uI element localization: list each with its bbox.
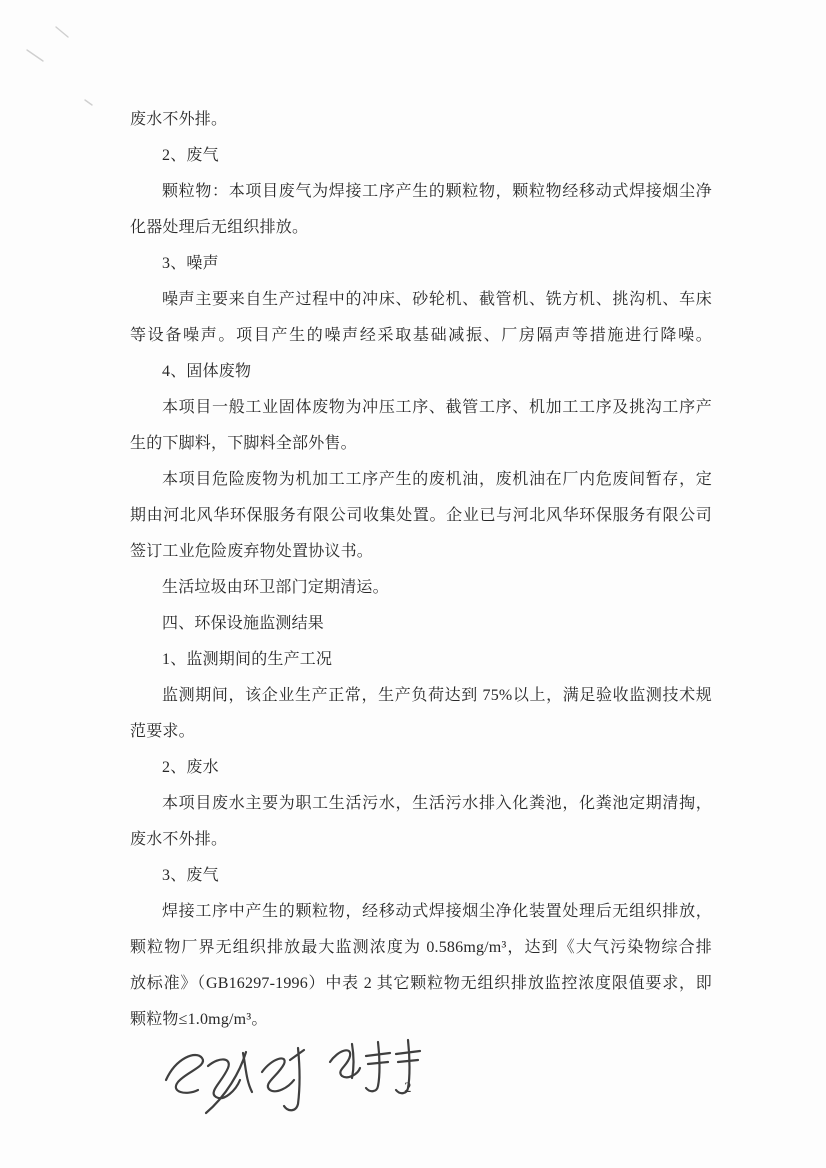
- signature-2: [262, 1048, 304, 1110]
- page-number: 2: [404, 1080, 412, 1096]
- text-line: 3、噪声: [162, 255, 219, 272]
- text-line: 等设备噪声。项目产生的噪声经采取基础减振、厂房隔声等措施进行降噪。: [130, 327, 712, 344]
- text-line: 2、废气: [162, 147, 219, 164]
- text-line: 监测期间，该企业生产正常，生产负荷达到 75%以上，满足验收监测技术规: [162, 687, 712, 704]
- text-line: 废水不外排。: [130, 111, 228, 128]
- text-line: 颗粒物：本项目废气为焊接工序产生的颗粒物，颗粒物经移动式焊接烟尘净: [162, 183, 712, 200]
- text-line: 本项目危险废物为机加工工序产生的废机油，废机油在厂内危废间暂存，定: [162, 471, 712, 488]
- text-line: 四、环保设施监测结果: [162, 615, 325, 632]
- text-line: 颗粒物厂界无组织排放最大监测浓度为 0.586mg/m³，达到《大气污染物综合排: [130, 939, 712, 956]
- document-body: [130, 102, 712, 1038]
- text-line: 本项目废水主要为职工生活污水，生活污水排入化粪池，化粪池定期清掏，: [162, 795, 712, 812]
- text-line: 范要求。: [130, 723, 195, 740]
- text-line: 焊接工序中产生的颗粒物，经移动式焊接烟尘净化装置处理后无组织排放，: [162, 903, 712, 920]
- text-line: 噪声主要来自生产过程中的冲床、砂轮机、截管机、铣方机、挑沟机、车床: [162, 291, 712, 308]
- text-line: 1、监测期间的生产工况: [162, 651, 333, 668]
- signature-1: [166, 1052, 252, 1113]
- scratch-mark: [27, 50, 43, 61]
- text-line: 签订工业危险废弃物处置协议书。: [130, 543, 374, 560]
- scratch-mark: [56, 27, 68, 37]
- text-line: 4、固体废物: [162, 363, 252, 380]
- text-line: 生活垃圾由环卫部门定期清运。: [162, 579, 389, 596]
- text-line: 本项目一般工业固体废物为冲压工序、截管工序、机加工工序及挑沟工序产: [162, 399, 712, 416]
- scratch-mark: [85, 100, 92, 105]
- text-line: 期由河北风华环保服务有限公司收集处置。企业已与河北风华环保服务有限公司: [130, 507, 712, 524]
- text-line: 颗粒物≤1.0mg/m³。: [130, 1011, 268, 1028]
- text-line: 3、废气: [162, 867, 219, 884]
- text-line: 2、废水: [162, 759, 219, 776]
- text-line: 化器处理后无组织排放。: [130, 219, 309, 236]
- text-line: 放标准》（GB16297-1996）中表 2 其它颗粒物无组织排放监控浓度限值要求，即: [130, 975, 712, 992]
- text-line: 生的下脚料，下脚料全部外售。: [130, 435, 357, 452]
- text-line: 废水不外排。: [130, 831, 228, 848]
